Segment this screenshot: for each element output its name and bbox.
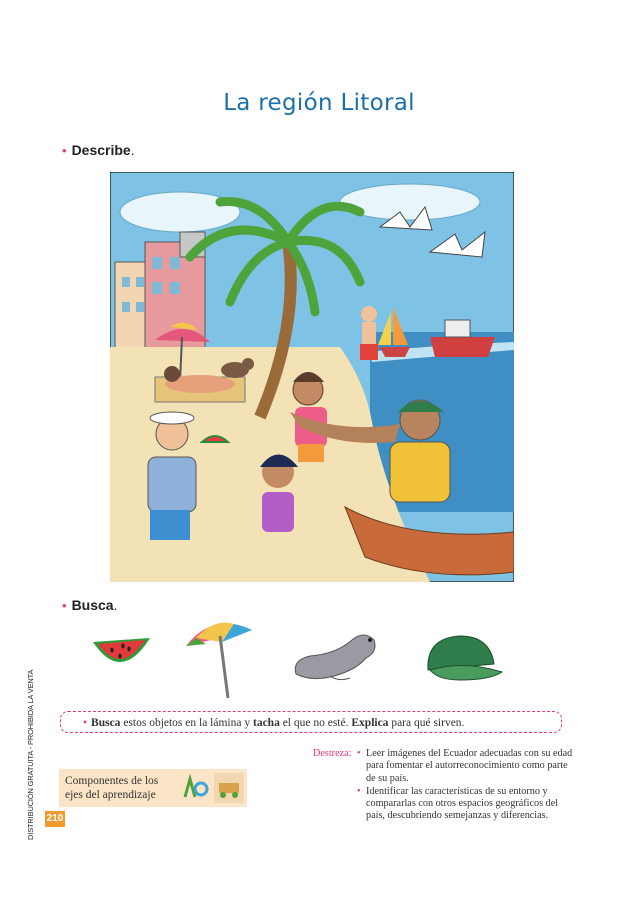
beach-scene-illustration — [110, 172, 514, 582]
bullet-icon: • — [62, 598, 67, 613]
destreza-item: • Identificar las características de su entorno y compararlas con otros espacios geográficos del país, descubriendo semejanzas y diferencias. — [357, 786, 573, 823]
bullet-icon: • — [83, 717, 88, 729]
watermelon-slice-icon — [90, 634, 152, 674]
destreza-label: Destreza: — [313, 748, 352, 759]
objects-to-find — [90, 612, 530, 698]
destreza-list — [313, 748, 573, 823]
page-number: 210 — [45, 811, 65, 827]
describe-heading: • Describe. — [62, 142, 135, 158]
componentes-box — [59, 769, 247, 807]
componentes-text: Componentes de los ejes del aprendizaje — [65, 775, 159, 801]
sea-lion-icon — [290, 626, 382, 684]
green-cap-icon — [420, 630, 504, 682]
busca-heading: • Busca. — [62, 597, 118, 613]
instruction-box: • Busca estos objetos en la lámina y tacha el que no esté. Explica para qué sirven. — [60, 711, 562, 733]
waving-boy-icon — [360, 306, 378, 360]
beach-umbrella-icon — [182, 616, 254, 698]
bullet-icon: • — [62, 143, 67, 158]
destreza-section — [313, 748, 573, 824]
learning-axes-icon — [181, 771, 245, 805]
side-legal-text: DISTRIBUCIÓN GRATUITA - PROHIBIDA LA VENTA — [26, 669, 35, 840]
page-title: La región Litoral — [223, 90, 415, 116]
destreza-item: • Leer imágenes del Ecuador adecuadas con su edad para fomentar el autorreconocimiento como parte de su país. — [357, 748, 573, 785]
